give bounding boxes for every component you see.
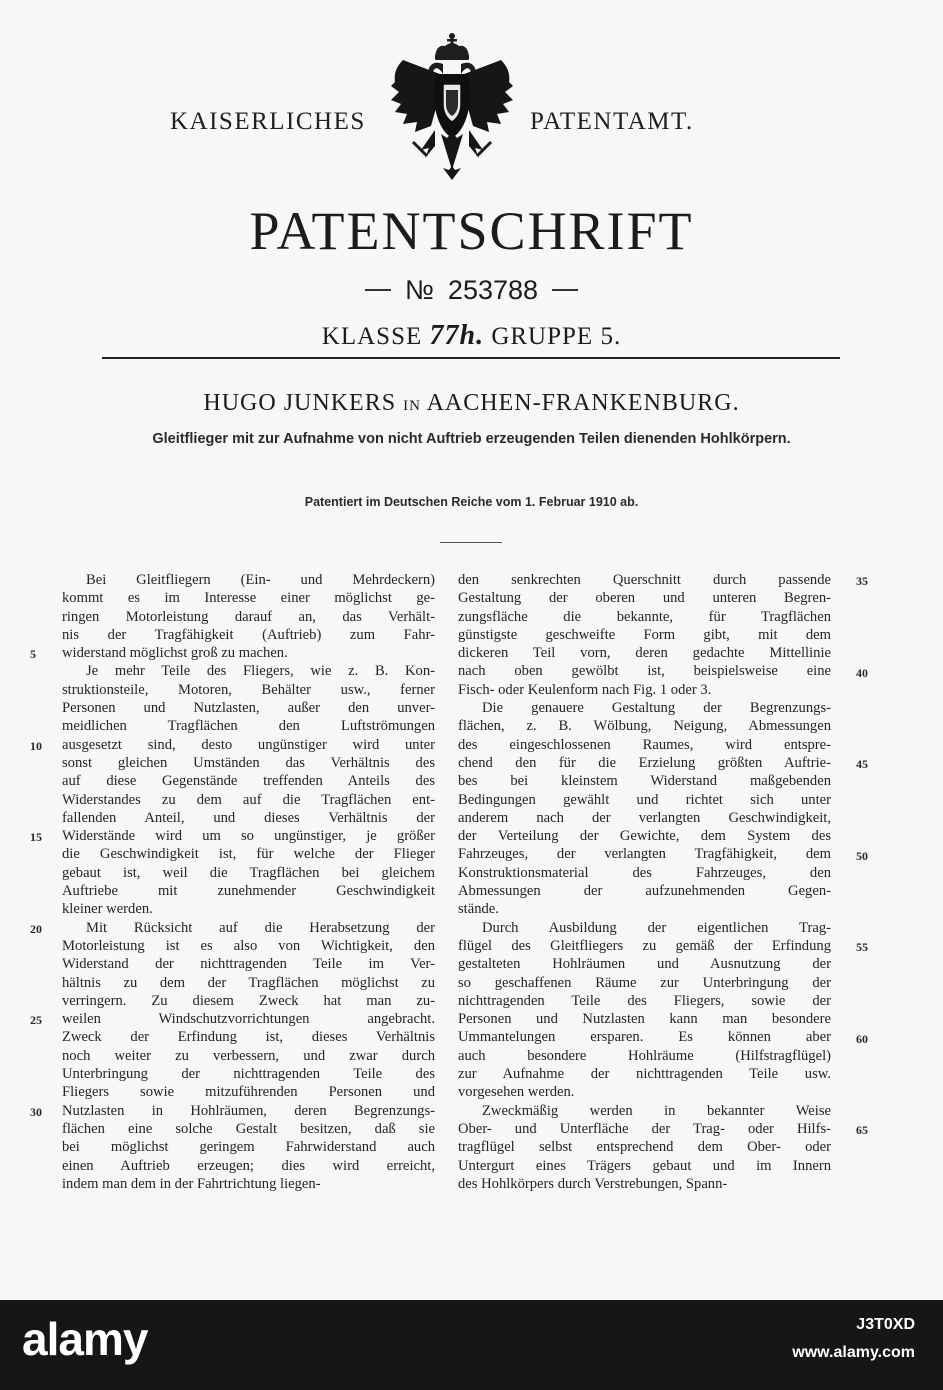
text-line: Widerstände wird um so ungünstiger, je größer — [62, 828, 435, 845]
text-line: flächen eine solche Gestalt besitzen, daß sie — [62, 1120, 435, 1137]
text-line: hältnis zu dem der Tragflächen möglichst zu — [62, 974, 435, 991]
text-line: Zweck der Erfindung ist, dieses Verhältnis — [62, 1029, 435, 1046]
text-line: kleiner werden. — [62, 901, 153, 918]
number-prefix: № — [404, 274, 434, 305]
inventor-place: AACHEN-FRANKENBURG. — [426, 390, 740, 416]
klasse-value: 77h. — [429, 320, 485, 351]
text-line: gestalteten Hohlräumen und Ausnutzung der — [458, 956, 831, 973]
text-line: die Geschwindigkeit ist, für welche der Flieger — [62, 846, 435, 863]
gruppe-value: 5. — [600, 323, 622, 350]
text-line: Nutzlasten in Hohlräumen, deren Begrenzungs- — [62, 1102, 435, 1119]
inventor-line — [0, 390, 943, 417]
text-line: chend den für die Erzielung größten Auftrie- — [458, 754, 831, 771]
text-line: Bedingungen gewählt und richtet sich unter — [458, 791, 831, 808]
document-title: PATENTSCHRIFT — [249, 201, 694, 261]
imperial-eagle-icon — [385, 30, 520, 195]
text-line: so geschaffenen Räume zur Unterbringung der — [458, 974, 831, 991]
text-line: Widerstandes zu dem auf die Tragflächen ent- — [62, 791, 435, 808]
text-line: Personen und Nutzlasten kann man besondere — [458, 1011, 831, 1028]
text-line: Fliegers sowie mitzuführenden Personen und — [62, 1084, 435, 1101]
right-text-column — [458, 571, 831, 1193]
dash-left — [365, 289, 391, 291]
margin-line-number: 35 — [856, 574, 868, 588]
patent-number-row — [0, 270, 943, 310]
margin-line-number: 5 — [30, 647, 36, 662]
text-line: Je mehr Teile des Fliegers, wie z. B. Kon- — [86, 663, 435, 680]
gruppe-label: GRUPPE — [491, 323, 594, 350]
klasse-label: KLASSE — [321, 323, 423, 350]
site-url: www.alamy.com — [792, 1344, 915, 1361]
text-line: Widerstand der nichttragenden Teile im Ver- — [62, 956, 435, 973]
text-line: dickeren Teil vorn, deren gedachte Mittellinie — [458, 645, 831, 662]
text-line: Unterbringung der nichttragenden Teile des — [62, 1066, 435, 1083]
text-line: anderem nach der verlangten Geschwindigkeit, — [458, 809, 831, 826]
text-line: Mit Rücksicht auf die Herabsetzung der — [86, 919, 435, 936]
text-line: verringern. Zu diesem Zweck hat man zu- — [62, 992, 435, 1009]
text-line: indem man dem in der Fahrtrichtung liegen- — [62, 1175, 321, 1192]
text-line: zur Aufnahme der nichttragenden Teile usw. — [458, 1066, 831, 1083]
inventor-name: HUGO JUNKERS — [203, 390, 397, 416]
margin-line-number: 10 — [30, 738, 42, 753]
invention-title: Gleitflieger mit zur Aufnahme von nicht Auftrieb erzeugenden Teilen dienenden Hohlkörpern. — [152, 431, 791, 447]
text-line: Personen und Nutzlasten, außer den unver- — [62, 700, 435, 717]
text-line: flügel des Gleitfliegers zu gemäß der Erfindung — [458, 937, 831, 954]
text-line: kommt es im Interesse einer möglichst ge- — [62, 590, 435, 607]
image-id: J3T0XD — [856, 1316, 915, 1333]
text-line: Durch Ausbildung der eigentlichen Trag- — [482, 919, 831, 936]
margin-line-number: 20 — [30, 921, 42, 936]
margin-line-number: 15 — [30, 830, 42, 845]
text-line: Fisch- oder Keulenform nach Fig. 1 oder 3. — [458, 681, 712, 698]
text-line: Ober- und Unterfläche der Trag- oder Hilfs- — [458, 1120, 831, 1137]
text-line: Gestaltung der oberen und unteren Begren- — [458, 590, 831, 607]
text-line: nichttragenden Teile des Fliegers, sowie der — [458, 992, 831, 1009]
text-line: nis der Tragfähigkeit (Auftrieb) zum Fahr- — [62, 626, 435, 643]
text-line: weilen Windschutzvorrichtungen angebracht. — [62, 1011, 435, 1028]
header-left-word: KAISERLICHES — [170, 108, 366, 135]
text-line: des eingeschlossenen Raumes, wird entspre- — [458, 736, 831, 753]
text-line: Zweckmäßig werden in bekannter Weise — [482, 1102, 831, 1119]
text-line: widerstand möglichst groß zu machen. — [62, 645, 288, 662]
text-line: Abmessungen der aufzunehmenden Gegen- — [458, 883, 831, 900]
margin-line-number: 50 — [856, 848, 868, 863]
dash-right — [552, 289, 578, 291]
text-line: ausgesetzt sind, desto ungünstiger wird unter — [62, 736, 435, 753]
margin-line-number: 25 — [30, 1013, 42, 1028]
text-line: tragflügel selbst entsprechend dem Ober- oder — [458, 1139, 831, 1156]
text-line: meidlichen Tragflächen den Luftströmungen — [62, 718, 435, 735]
text-line: Untergurt eines Trägers gebaut und im Innern — [458, 1157, 831, 1174]
text-line: bei möglichst geringem Fahrwiderstand auch — [62, 1139, 435, 1156]
text-line: Die genauere Gestaltung der Begrenzungs- — [482, 700, 831, 717]
text-line: der Verteilung der Gewichte, dem System des — [458, 828, 831, 845]
alamy-logo: alamy — [22, 1313, 148, 1365]
margin-line-number: 40 — [856, 665, 868, 680]
margin-line-number: 55 — [856, 940, 868, 954]
text-line: Bei Gleitfliegern (Ein- und Mehrdeckern) — [86, 572, 435, 588]
margin-line-number: 60 — [856, 1031, 868, 1046]
margin-line-number: 45 — [856, 757, 868, 771]
inventor-connector: IN — [403, 398, 421, 414]
header-right-word: PATENTAMT. — [530, 108, 694, 135]
text-line: bes bei kleinstem Widerstand maßgebenden — [458, 773, 831, 790]
text-line: vorgesehen werden. — [458, 1084, 575, 1101]
text-line: Konstruktionsmaterial des Fahrzeuges, den — [458, 864, 831, 881]
header-rule — [102, 357, 840, 359]
text-line: Ummantelungen ersparen. Es können aber — [458, 1029, 831, 1046]
text-line: gebaut ist, weil die Tragflächen bei gleichem — [62, 864, 435, 881]
text-line: stände. — [458, 901, 499, 918]
text-line: Fahrzeuges, der verlangten Tragfähigkeit, dem — [458, 846, 831, 863]
patent-date: Patentiert im Deutschen Reiche vom 1. Februar 1910 ab. — [304, 495, 639, 509]
text-line: auf diese Gegenstände treffenden Anteils des — [62, 773, 435, 790]
text-line: günstigste geschweifte Form gibt, mit dem — [458, 626, 831, 643]
text-line: einen Auftrieb erzeugen; dies wird erreicht, — [62, 1157, 435, 1174]
text-line: auch besondere Hohlräume (Hilfstragflügel) — [458, 1047, 831, 1064]
margin-line-number: 30 — [30, 1104, 42, 1119]
left-text-column — [62, 571, 435, 1193]
text-line: Motorleistung ist es also von Wichtigkeit, den — [62, 937, 435, 954]
text-line: zungsfläche die bekannte, für Tragflächen — [458, 608, 831, 625]
text-line: noch weiter zu verbessern, und zwar durch — [62, 1047, 435, 1064]
text-line: flächen, z. B. Wölbung, Neigung, Abmessungen — [458, 718, 831, 735]
text-line: nach oben gewölbt ist, beispielsweise eine — [458, 663, 831, 680]
short-divider — [440, 542, 502, 543]
patent-number: 253788 — [447, 274, 539, 305]
text-line: struktionsteile, Motoren, Behälter usw., ferner — [62, 681, 435, 698]
text-line: fallenden Anteil, und dieses Verhältnis der — [62, 809, 435, 826]
margin-line-number: 65 — [856, 1123, 868, 1137]
text-line: sonst gleichen Umständen das Verhältnis des — [62, 754, 435, 771]
classification-row — [0, 320, 943, 352]
text-line: den senkrechten Querschnitt durch passende — [458, 572, 831, 588]
text-line: Auftriebe mit zunehmender Geschwindigkeit — [62, 883, 435, 900]
text-line: ringen Motorleistung darauf an, das Verhält- — [62, 608, 435, 625]
text-line: des Hohlkörpers durch Verstrebungen, Spann- — [458, 1175, 728, 1192]
